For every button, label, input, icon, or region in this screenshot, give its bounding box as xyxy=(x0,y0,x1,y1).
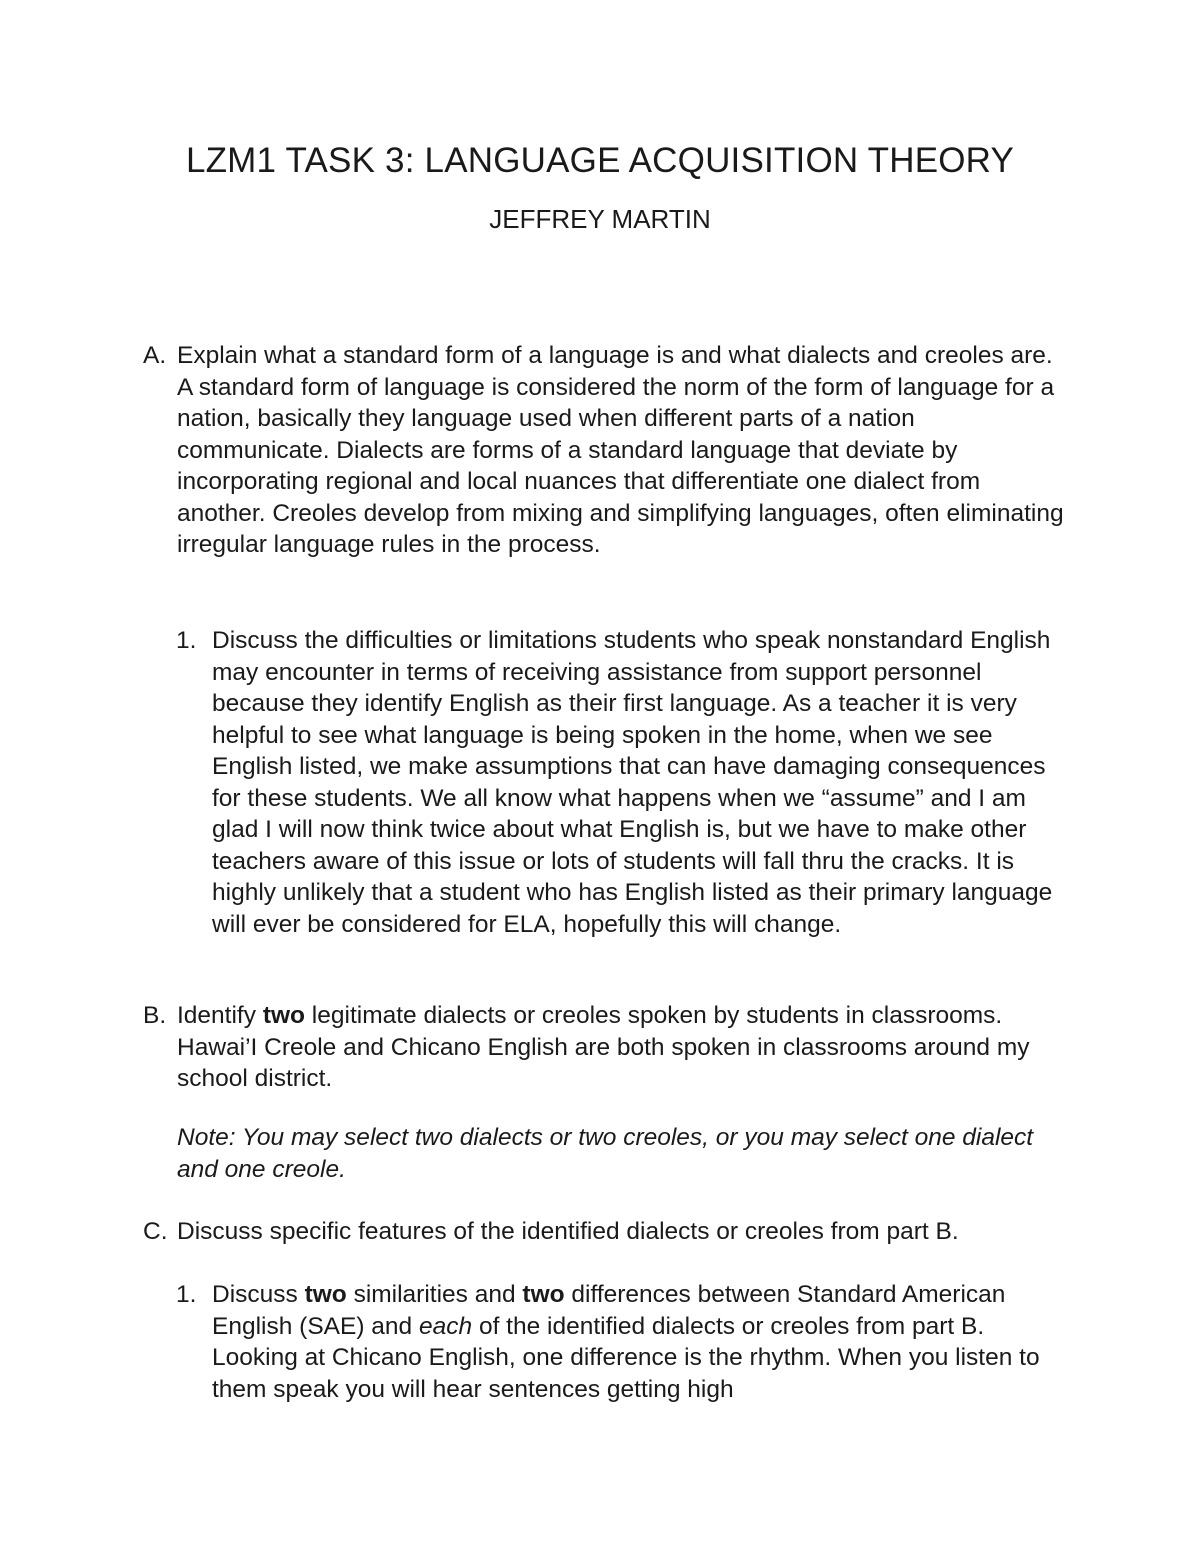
note-text: Note: You may select two dialects or two creoles, or you may select one dialect and one creole. xyxy=(177,1124,1034,1183)
section-c1-part2: similarities and xyxy=(346,1281,523,1308)
section-c1-bold2: two xyxy=(522,1281,565,1308)
section-c1-italic: each xyxy=(419,1312,473,1340)
section-a1-text: Discuss the difficulties or limitations students who speak nonstandard English may encounter in terms of receiving assistance from support personnel because they identify English as their first language. As a teacher it is very helpful to see what language is being spoken in the home, when we see English listed, we make assumptions that can have damaging consequences for these students. We all know what happens when we “assume” and I am glad I will now think twice about what English is, but we have to make other teachers aware of this issue or lots of students will fall thru the cracks. It is highly unlikely that a student who has English listed as their primary language will ever be considered for ELA, hopefully this will change. xyxy=(212,627,1053,938)
section-c1-bold1: two xyxy=(304,1281,347,1308)
section-c1-text xyxy=(212,1279,1072,1405)
section-a-text: Explain what a standard form of a language is and what dialects and creoles are. A standard form of language is considered the norm of the form of language for a nation, basically they language used when different parts of a nation communicate. Dialects are forms of a standard language that deviate by incorporating regional and local nuances that differentiate one dialect from another. Creoles develop from mixing and simplifying languages, often eliminating irregular language rules in the process. xyxy=(177,342,1064,558)
section-c1-part4: of the identified dialects or creoles from part B. Looking at Chicano English, one difference is the rhythm. When you listen to them speak you will hear sentences getting high xyxy=(212,1312,1040,1403)
section-c1-part3: differences between Standard American English (SAE) and xyxy=(212,1281,1006,1340)
document-title: LZM1 TASK 3: LANGUAGE ACQUISITION THEORY xyxy=(185,141,1015,180)
section-a-marker: A. xyxy=(143,342,167,369)
section-c-text: Discuss specific features of the identified dialects or creoles from part B. xyxy=(177,1218,959,1245)
section-c1-part1: Discuss xyxy=(212,1281,305,1308)
document-author: JEFFREY MARTIN xyxy=(489,204,711,234)
section-b-text-start: Identify xyxy=(177,1002,263,1029)
section-b-text xyxy=(177,1000,1067,1095)
section-c1-marker: 1. xyxy=(176,1281,197,1308)
section-b-text-end: legitimate dialects or creoles spoken by students in classrooms. Hawai’I Creole and Chicano English are both spoken in classrooms around my school district. xyxy=(177,1002,1030,1092)
section-b-marker: B. xyxy=(143,1002,167,1029)
section-a1-marker: 1. xyxy=(176,627,197,654)
section-c-marker: C. xyxy=(143,1218,168,1245)
section-b-bold-two: two xyxy=(262,1002,305,1029)
